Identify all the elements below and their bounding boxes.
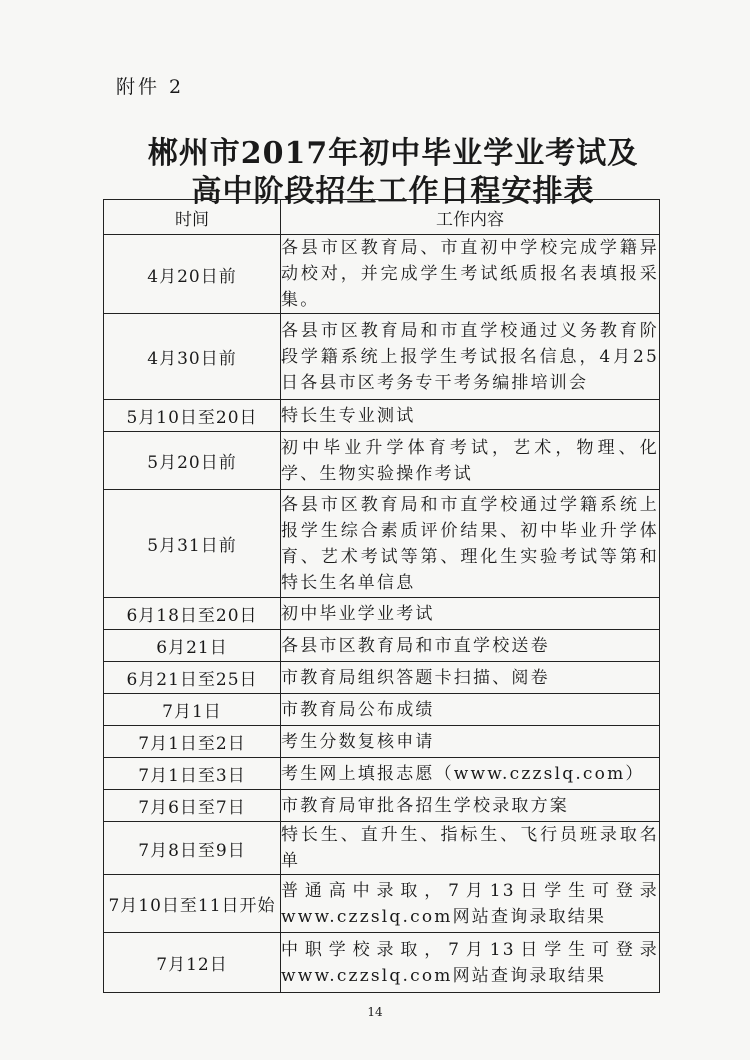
table-row (104, 314, 660, 400)
row-time: 7月10日至11日开始 (104, 875, 281, 933)
row-content: 各县市区教育局和市直学校通过学籍系统上报学生综合素质评价结果、初中毕业升学体育、艺术考试等第、理化生实验考试等第和特长生名单信息 (281, 490, 660, 598)
row-content: 特长生专业测试 (281, 400, 660, 432)
title-line-2: 高中阶段招生工作日程安排表 (191, 174, 595, 209)
row-content: 特长生、直升生、指标生、飞行员班录取名单 (281, 822, 660, 875)
row-content: 各县市区教育局、市直初中学校完成学籍异动校对，并完成学生考试纸质报名表填报采集。 (281, 235, 660, 314)
row-content: 各县市区教育局和市直学校通过义务教育阶段学籍系统上报学生考试报名信息，4月25日各县市区考务专干考务编排培训会 (281, 314, 660, 400)
table-row (104, 822, 660, 875)
row-content: 市教育局公布成绩 (281, 694, 660, 726)
attachment-label: 附件 2 (116, 76, 185, 98)
table-row (104, 432, 660, 490)
row-time: 4月30日前 (104, 314, 281, 400)
row-time: 7月6日至7日 (104, 790, 281, 822)
row-time: 6月18日至20日 (104, 598, 281, 630)
table-row (104, 630, 660, 662)
table-header-row (104, 200, 660, 235)
row-time: 7月1日 (104, 694, 281, 726)
row-time: 5月31日前 (104, 490, 281, 598)
table-row (104, 758, 660, 790)
page-number: 14 (367, 1005, 383, 1019)
table-row (104, 662, 660, 694)
row-content: 市教育局审批各招生学校录取方案 (281, 790, 660, 822)
table-row (104, 726, 660, 758)
row-content: 各县市区教育局和市直学校送卷 (281, 630, 660, 662)
row-time: 4月20日前 (104, 235, 281, 314)
table-row (104, 933, 660, 993)
row-content: 初中毕业学业考试 (281, 598, 660, 630)
row-time: 7月8日至9日 (104, 822, 281, 875)
row-content: 考生网上填报志愿（www.czzslq.com） (281, 758, 660, 790)
row-time: 7月1日至3日 (104, 758, 281, 790)
row-time: 7月1日至2日 (104, 726, 281, 758)
row-time: 7月12日 (104, 933, 281, 993)
row-content: 考生分数复核申请 (281, 726, 660, 758)
row-time: 6月21日至25日 (104, 662, 281, 694)
row-time: 5月10日至20日 (104, 400, 281, 432)
header-time: 时间 (104, 200, 281, 235)
table-row (104, 694, 660, 726)
table-row (104, 400, 660, 432)
table-row (104, 790, 660, 822)
table-row (104, 235, 660, 314)
schedule-table (103, 199, 660, 993)
table-row (104, 598, 660, 630)
row-time: 5月20日前 (104, 432, 281, 490)
header-content: 工作内容 (281, 200, 660, 235)
row-content: 普通高中录取，7月13日学生可登录www.czzslq.com网站查询录取结果 (281, 875, 660, 933)
row-content: 初中毕业升学体育考试，艺术，物理、化学、生物实验操作考试 (281, 432, 660, 490)
row-time: 6月21日 (104, 630, 281, 662)
row-content: 市教育局组织答题卡扫描、阅卷 (281, 662, 660, 694)
title-line-1: 郴州市2017年初中毕业学业考试及 (147, 136, 639, 171)
table-row (104, 875, 660, 933)
table-row (104, 490, 660, 598)
row-content: 中职学校录取，7月13日学生可登录www.czzslq.com网站查询录取结果 (281, 933, 660, 993)
